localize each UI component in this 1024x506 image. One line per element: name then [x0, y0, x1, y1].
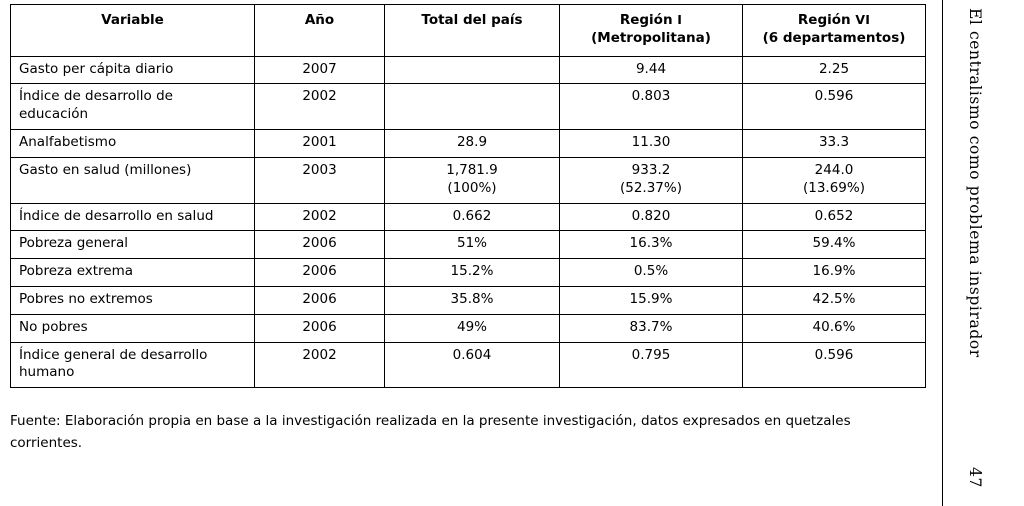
cell-anio: 2001: [255, 130, 385, 158]
cell-region6: [743, 157, 926, 203]
cell-total: 0.662: [385, 203, 560, 231]
cell-region1-percent: (52.37%): [619, 179, 682, 196]
column-header-region6-sub: (6 departamentos): [762, 29, 906, 46]
cell-variable: Gasto en salud (millones): [11, 157, 255, 203]
cell-region1: 0.820: [560, 203, 743, 231]
cell-variable: Índice general de desarrollo humano: [11, 342, 255, 388]
statistics-table: [10, 4, 926, 388]
cell-region1: 0.803: [560, 84, 743, 130]
table-body: [11, 56, 926, 388]
column-header-region6-roman: VI: [855, 12, 871, 27]
cell-anio: 2002: [255, 203, 385, 231]
table-row: [11, 84, 926, 130]
cell-total: 35.8%: [385, 286, 560, 314]
cell-variable: Índice de desarrollo en salud: [11, 203, 255, 231]
cell-region1: 0.5%: [560, 259, 743, 287]
cell-region1: 16.3%: [560, 231, 743, 259]
table-header-row: [11, 5, 926, 57]
table-row: [11, 286, 926, 314]
cell-region6: 0.652: [743, 203, 926, 231]
table-row: [11, 203, 926, 231]
cell-region1: 9.44: [560, 56, 743, 84]
cell-region1: 83.7%: [560, 314, 743, 342]
table-row: [11, 56, 926, 84]
column-header-total: [385, 5, 560, 57]
cell-region1-value: 933.2: [631, 161, 671, 178]
column-header-region6: [743, 5, 926, 57]
cell-variable: Analfabetismo: [11, 130, 255, 158]
cell-total: 15.2%: [385, 259, 560, 287]
cell-total: 49%: [385, 314, 560, 342]
table-row: [11, 157, 926, 203]
cell-total-percent: (100%): [447, 179, 497, 196]
cell-total: [385, 157, 560, 203]
table-row: [11, 314, 926, 342]
cell-total-value: 1,781.9: [446, 161, 498, 178]
table-source-note: Fuente: Elaboración propia en base a la investigación realizada en la presente investigación, datos expresados en quetzales corrientes.: [10, 413, 851, 452]
cell-anio: 2006: [255, 259, 385, 287]
cell-region6: 0.596: [743, 84, 926, 130]
cell-region6: 16.9%: [743, 259, 926, 287]
column-header-anio-label: Año: [304, 12, 335, 28]
column-header-region1: [560, 5, 743, 57]
table-row: [11, 130, 926, 158]
cell-total: [385, 56, 560, 84]
table-row: [11, 259, 926, 287]
running-head: El centralismo como problema inspirador: [966, 8, 984, 358]
cell-anio: 2002: [255, 84, 385, 130]
margin-rule: [942, 0, 943, 506]
column-header-region1-roman: I: [677, 12, 683, 27]
column-header-variable-label: Variable: [101, 12, 164, 28]
table-row: [11, 231, 926, 259]
column-header-region1-sub: (Metropolitana): [591, 29, 711, 46]
cell-anio: 2006: [255, 314, 385, 342]
cell-variable: Pobreza extrema: [11, 259, 255, 287]
column-header-region6-label: Región: [797, 12, 856, 28]
cell-variable: Pobreza general: [11, 231, 255, 259]
table-row: [11, 342, 926, 388]
cell-anio: 2002: [255, 342, 385, 388]
cell-variable: Índice de desarrollo de educación: [11, 84, 255, 130]
column-header-variable: [11, 5, 255, 57]
cell-region6: 2.25: [743, 56, 926, 84]
cell-region6: 59.4%: [743, 231, 926, 259]
cell-total: 0.604: [385, 342, 560, 388]
column-header-region1-label: Región: [619, 12, 678, 28]
cell-anio: 2006: [255, 286, 385, 314]
cell-region6: 33.3: [743, 130, 926, 158]
cell-region1: 0.795: [560, 342, 743, 388]
cell-variable: Gasto per cápita diario: [11, 56, 255, 84]
page-content: [10, 4, 928, 455]
cell-anio: 2006: [255, 231, 385, 259]
cell-region6: 0.596: [743, 342, 926, 388]
cell-anio: 2007: [255, 56, 385, 84]
table-header: [11, 5, 926, 57]
page-margin-sidebar: [928, 0, 1024, 506]
cell-region6: 40.6%: [743, 314, 926, 342]
cell-region1: 15.9%: [560, 286, 743, 314]
cell-anio: 2003: [255, 157, 385, 203]
cell-region6-value: 244.0: [814, 161, 854, 178]
cell-variable: Pobres no extremos: [11, 286, 255, 314]
cell-region1: [560, 157, 743, 203]
cell-region6-percent: (13.69%): [802, 179, 865, 196]
column-header-total-label: Total del país: [421, 12, 523, 28]
cell-region6: 42.5%: [743, 286, 926, 314]
column-header-anio: [255, 5, 385, 57]
cell-variable: No pobres: [11, 314, 255, 342]
cell-total: 51%: [385, 231, 560, 259]
cell-region1: 11.30: [560, 130, 743, 158]
cell-total: [385, 84, 560, 130]
cell-total: 28.9: [385, 130, 560, 158]
page-number: 47: [966, 467, 984, 488]
